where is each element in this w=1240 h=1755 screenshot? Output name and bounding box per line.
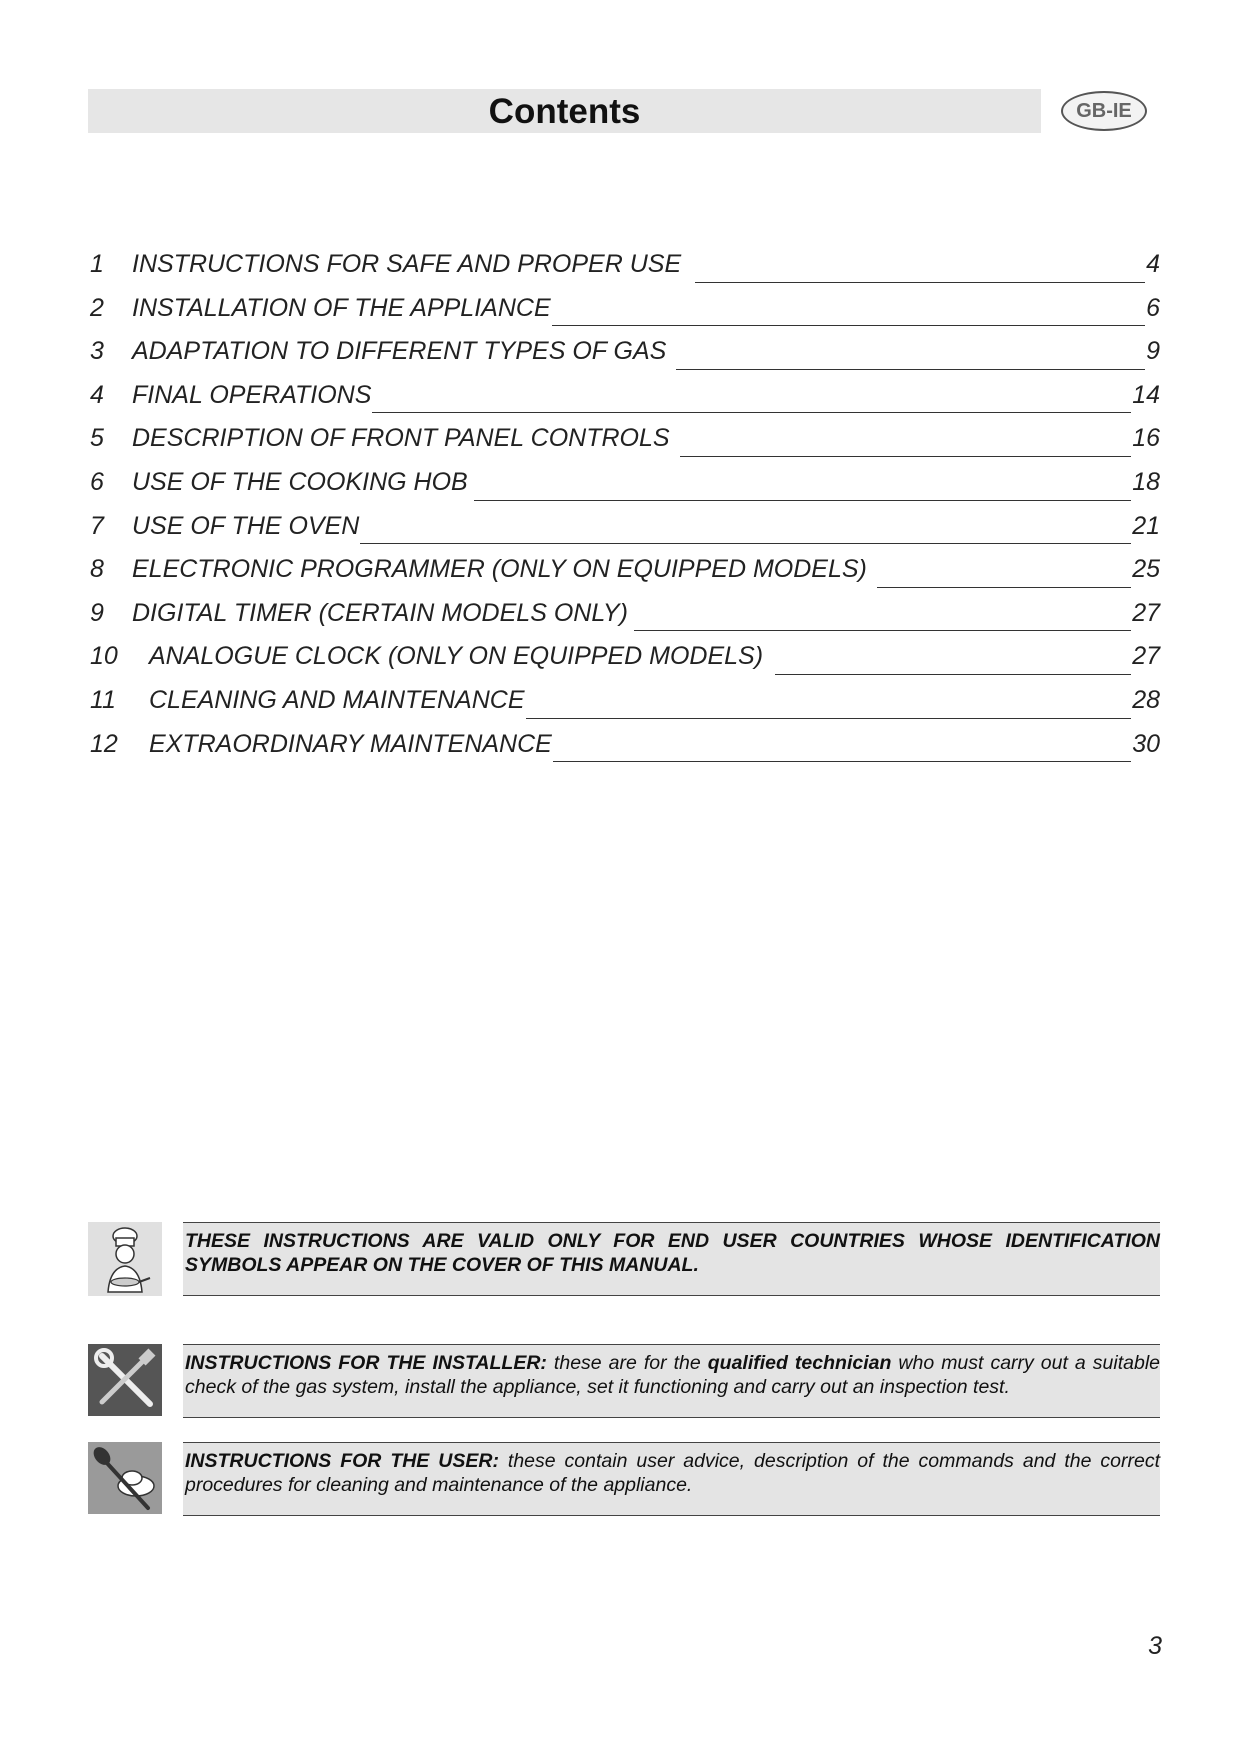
installer-text-b: who must carry out a suitable check of the gas system, install the appliance, set it functioning and carry out an inspection test. bbox=[185, 1352, 1160, 1398]
toc-entry-10[interactable] bbox=[90, 642, 1160, 686]
toc-title: USE OF THE COOKING HOB bbox=[132, 467, 468, 496]
toc-page: 21 bbox=[1132, 511, 1160, 540]
toc-title: INSTRUCTIONS FOR SAFE AND PROPER USE bbox=[132, 250, 682, 278]
toc-entry-1[interactable] bbox=[90, 250, 1160, 294]
installer-lead: INSTRUCTIONS FOR THE INSTALLER: bbox=[185, 1352, 547, 1374]
toc-leader bbox=[360, 543, 1131, 544]
toc-page: 16 bbox=[1132, 424, 1160, 453]
toc-entry-4[interactable] bbox=[90, 381, 1160, 425]
toc-entry-3[interactable] bbox=[90, 337, 1160, 381]
toc-page: 14 bbox=[1132, 380, 1160, 409]
toc-number: 11 bbox=[90, 685, 116, 714]
toc-title: ANALOGUE CLOCK (ONLY ON EQUIPPED MODELS) bbox=[149, 642, 764, 671]
toc-title: FINAL OPERATIONS bbox=[132, 380, 372, 409]
toc-page: 27 bbox=[1132, 642, 1160, 671]
toc-number: 1 bbox=[90, 250, 104, 278]
toc-number: 12 bbox=[90, 729, 118, 758]
toc-leader bbox=[526, 718, 1132, 719]
toc-number: 9 bbox=[90, 598, 104, 627]
page-number: 3 bbox=[1148, 1632, 1162, 1660]
header-bar bbox=[88, 89, 1041, 133]
toc-title: ADAPTATION TO DIFFERENT TYPES OF GAS bbox=[132, 337, 667, 366]
toc-leader bbox=[552, 325, 1145, 326]
toc-title: DESCRIPTION OF FRONT PANEL CONTROLS bbox=[132, 424, 670, 453]
toc-number: 4 bbox=[90, 380, 104, 409]
country-badge: GB-IE bbox=[1061, 91, 1147, 131]
toc-leader bbox=[680, 456, 1132, 457]
installer-emphasis: qualified technician bbox=[707, 1352, 892, 1374]
toc-entry-12[interactable] bbox=[90, 730, 1160, 774]
user-text-body: these contain user advice, description of the commands and the correct procedures for cleaning and maintenance of the appliance. bbox=[185, 1450, 1161, 1496]
toc-entry-5[interactable] bbox=[90, 424, 1160, 468]
page-title: Contents bbox=[488, 92, 641, 131]
toc-number: 2 bbox=[90, 293, 104, 322]
toc-number: 8 bbox=[90, 555, 104, 584]
toc-entry-7[interactable] bbox=[90, 512, 1160, 556]
toc-leader bbox=[474, 500, 1131, 501]
toc-leader bbox=[775, 674, 1131, 675]
toc-page: 28 bbox=[1132, 685, 1160, 714]
toc-page: 6 bbox=[1146, 293, 1160, 322]
toc-number: 10 bbox=[90, 642, 118, 671]
toc-title: ELECTRONIC PROGRAMMER (ONLY ON EQUIPPED MODELS) bbox=[132, 555, 867, 584]
toc-title: USE OF THE OVEN bbox=[132, 511, 360, 540]
toc-page: 9 bbox=[1146, 337, 1160, 366]
toc-title: INSTALLATION OF THE APPLIANCE bbox=[132, 293, 551, 322]
toc-page: 27 bbox=[1132, 598, 1160, 627]
chef-icon bbox=[88, 1222, 162, 1296]
toc-page: 4 bbox=[1146, 250, 1160, 278]
toc-page: 30 bbox=[1132, 729, 1160, 758]
validity-text: THESE INSTRUCTIONS ARE VALID ONLY FOR END USER COUNTRIES WHOSE IDENTIFICATION SYMBOLS APPEAR ON THE COVER OF THIS MANUAL. bbox=[183, 1222, 1160, 1296]
toc-entry-6[interactable] bbox=[90, 468, 1160, 512]
installer-text-a: these are for the bbox=[546, 1352, 708, 1374]
toc-title: EXTRAORDINARY MAINTENANCE bbox=[149, 729, 552, 758]
table-of-contents bbox=[90, 250, 1160, 773]
toc-number: 6 bbox=[90, 467, 104, 496]
toc-leader bbox=[676, 369, 1145, 370]
toc-page: 18 bbox=[1132, 467, 1160, 496]
toc-entry-2[interactable] bbox=[90, 294, 1160, 338]
tools-icon bbox=[88, 1344, 162, 1416]
toc-number: 3 bbox=[90, 337, 104, 366]
toc-entry-8[interactable] bbox=[90, 555, 1160, 599]
toc-title: DIGITAL TIMER (CERTAIN MODELS ONLY) bbox=[132, 598, 628, 627]
spoon-chef-hat-icon bbox=[88, 1442, 162, 1514]
toc-number: 5 bbox=[90, 424, 104, 453]
toc-leader bbox=[634, 630, 1131, 631]
toc-number: 7 bbox=[90, 511, 104, 540]
toc-title: CLEANING AND MAINTENANCE bbox=[149, 685, 525, 714]
user-text bbox=[183, 1442, 1160, 1516]
toc-entry-11[interactable] bbox=[90, 686, 1160, 730]
toc-leader bbox=[553, 761, 1131, 762]
toc-entry-9[interactable] bbox=[90, 599, 1160, 643]
toc-page: 25 bbox=[1132, 555, 1160, 584]
toc-leader bbox=[877, 587, 1131, 588]
installer-text bbox=[183, 1344, 1160, 1418]
toc-leader bbox=[372, 412, 1131, 413]
toc-leader bbox=[695, 282, 1145, 283]
user-lead: INSTRUCTIONS FOR THE USER: bbox=[185, 1450, 499, 1472]
